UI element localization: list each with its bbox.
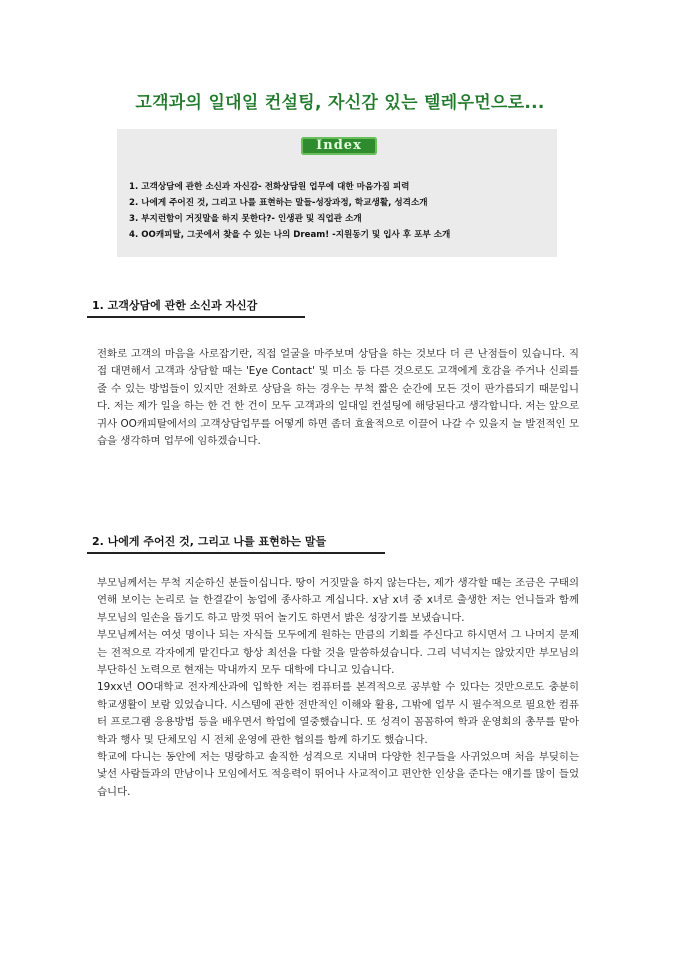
index-list	[129, 179, 450, 243]
section-heading: 2. 나에게 주어진 것, 그리고 나를 표현하는 말들	[92, 535, 327, 548]
section-heading: 1. 고객상담에 관한 소신과 자신감	[92, 299, 258, 312]
paragraph: 전화로 고객의 마음을 사로잡기란, 직접 얼굴을 마주보며 상담을 하는 것보다 더 큰 난점들이 있습니다. 직접 대면해서 고객과 상담할 때는 'Eye Contact' 및 미소 등 다른 것으로도 고객에게 호감을 주거나 신뢰를 줄 수 있는 방법들이 있지만 전화로 상담을 하는 경우는 무척 짧은 순간에 모든 것이 판가름되기 때문입니다. 저는 제가 일을 하는 한 건 한 건이 모두 고객과의 일대일 컨설팅에 해당된다고 생각합니다. 저는 앞으로 귀사 OO캐피탈에서의 고객상담업무를 어떻게 하면 좀더 효율적으로 이끌어 나갈 수 있을지 늘 발전적인 모습을 생각하며 업무에 임하겠습니다.	[97, 348, 579, 448]
paragraph: 학교에 다니는 동안에 저는 명랑하고 솔직한 성격으로 지내며 다양한 친구들을 사귀었으며 처음 부딪히는 낯선 사람들과의 만남이나 모임에서도 적응력이 뛰어나 사교적이고 편안한 인상을 준다는 얘기를 많이 들었습니다.	[97, 751, 579, 798]
paragraph: 19xx년 OO대학교 전자계산과에 입학한 저는 컴퓨터를 본격적으로 공부할 수 있다는 것만으로도 충분히 학교생활이 보람 있었습니다. 시스템에 관한 전반적인 이해와 활용, 그밖에 업무 시 필수적으로 필요한 컴퓨터 프로그램 응용방법 등을 배우면서 학업에 열중했습니다. 또 성격이 꼼꼼하여 학과 운영회의 총무를 맡아 학과 행사 및 단체모임 시 전체 운영에 관한 협의를 함께 하기도 했습니다.	[97, 681, 579, 746]
document-title: 고객과의 일대일 컨설팅, 자신감 있는 텔레우먼으로...	[135, 93, 545, 113]
index-item: 3. 부지런함이 거짓말을 하지 못한다?- 인생관 및 직업관 소개	[129, 214, 362, 224]
section-rule	[87, 316, 305, 318]
index-logo: Index	[301, 137, 377, 155]
section-body	[97, 575, 579, 801]
section-rule	[87, 552, 385, 554]
paragraph: 부모님께서는 무척 지순하신 분들이십니다. 땅이 거짓말을 하지 않는다는, 제가 생각할 때는 조금은 구태의연해 보이는 논리로 늘 한결같이 농업에 종사하고 계십니다. x남 x녀 중 x녀로 출생한 저는 언니들과 함께 부모님의 일손을 돕기도 하고 맘껏 뛰어 놀기도 하면서 밝은 성장기를 보냈습니다.	[97, 577, 579, 624]
section-body	[97, 346, 579, 450]
index-item: 4. OO캐피탈, 그곳에서 찾을 수 있는 나의 Dream! -지원동기 및 입사 후 포부 소개	[129, 230, 451, 240]
index-item: 1. 고객상담에 관한 소신과 자신감- 전화상담원 업무에 대한 마음가짐 피력	[129, 182, 410, 192]
index-item: 2. 나에게 주어진 것, 그리고 나를 표현하는 말들-성장과정, 학교생활, 성격소개	[129, 198, 428, 208]
index-box	[117, 129, 557, 257]
paragraph: 부모님께서는 여섯 명이나 되는 자식들 모두에게 원하는 만큼의 기회를 주신다고 하시면서 그 나머지 문제는 전적으로 각자에게 맡긴다고 항상 최선을 다할 것을 말씀하셨습니다. 그리 넉넉지는 않았지만 부모님의 부단하신 노력으로 현재는 막내까지 모두 대학에 다니고 있습니다.	[97, 629, 579, 677]
